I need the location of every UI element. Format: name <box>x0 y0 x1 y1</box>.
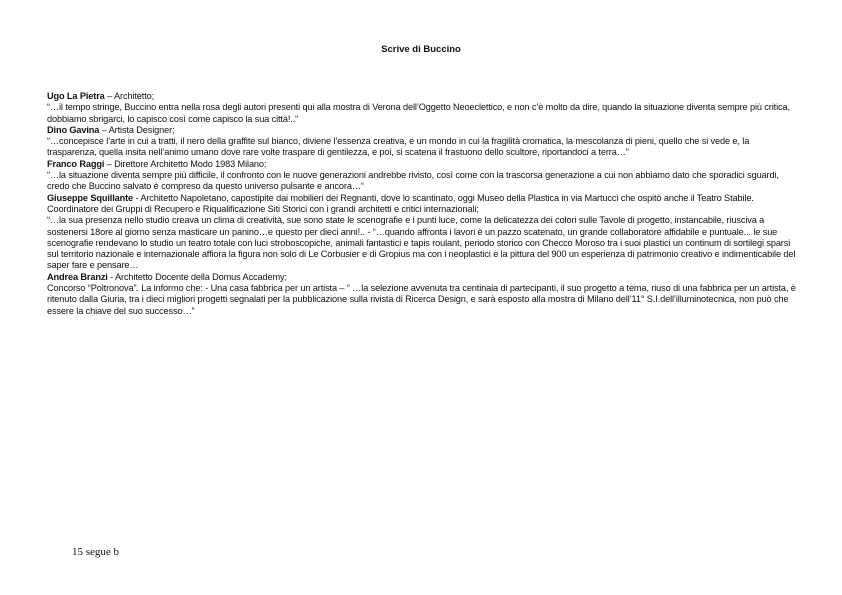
testimonial-header <box>47 91 797 102</box>
author-name: Giuseppe Squillante <box>47 192 134 203</box>
author-role: – Direttore Architetto Modo 1983 Milano; <box>104 158 267 169</box>
testimonial-quote: “…la situazione diventa sempre più difficile, il confronto con le nuove generazioni andrebbe rivisto, così come con la trascorsa generazione a cui non abbiamo dato che sporadici sguardi, credo che Buccino salvato è compreso da questo universo pulsante e ancora…“ <box>47 170 779 192</box>
testimonial-header <box>47 125 797 136</box>
author-name: Andrea Branzi <box>47 271 108 282</box>
author-role: - Architetto Docente della Domus Accademy; <box>107 271 287 282</box>
author-role: – Artista Designer; <box>99 124 175 135</box>
testimonial-header <box>47 193 797 216</box>
page-title: Scrive di Buccino <box>381 44 461 55</box>
testimonial-quote: “…la sua presenza nello studio creava un clima di creatività, sue sono state le scenografie e i punti luce, come la delicatezza dei colori sulle Tavole di progetto, instancabile, riusciva a sostenersi 18ore al giorno senza masticare un panino…e questo per dieci anni!.. - “…quando affronta i lavori è un pazzo scatenato, un grande collaboratore affidabile e puntuale... le sue scenografie rendevano lo studio un teatro totale con luci stroboscopiche, animali fantastici e tapis roulant, periodo storico con Checco Moroso tra i suoi plastici un continum di sortilegi sparsi sul territorio nazionale e internazionale affiora la figura non solo di Le Corbusier e di Gropius ma con i neoplastici e la pittura del 900 un esperienza di patrimonio creativo e indimenticabile del saper fare e pensare… <box>47 215 796 271</box>
testimonial-header <box>47 159 797 170</box>
testimonials-body <box>47 91 797 317</box>
author-role: – Architetto; <box>104 91 155 101</box>
testimonial-quote: Concorso “Poltronova”. La informo che: - Una casa fabbrica per un artista – “ …la selezione avvenuta tra centinaia di partecipanti, il suo progetto a tema, riuso di una fabbrica per un artista, è ritenuto dalla Giuria, tra i dieci migliori progetti segnalati per la pubblicazione sulla rivista di Ricerca Design, e sarà esposto alla mostra di Milano dell’11° S.I.dell’illuminotecnica, non può che essere la chiave del suo successo…” <box>47 283 796 316</box>
testimonial-header <box>47 272 797 283</box>
page-footer: 15 segue b <box>72 546 120 558</box>
author-role: - Architetto Napoletano, capostipite dai mobilieri dei Regnanti, dove lo scantinato, oggi Museo della Plastica in via Martucci che ospitò anche il Teatro Stabile. Coordinatore dei Gruppi di Recupero e Riqualificazione Siti Storici con i grandi architetti e critici internazionali; <box>47 192 754 214</box>
testimonial-quote: “…concepisce l’arte in cui a tratti, il nero della graffite sul bianco, diviene l’essenza creativa, e un mondo in cui la fragilità cromatica, la mescolanza di pieni, quello che si vede e, la trasparenza, quella insita nell’animo umano dove rare volte traspare di gentilezza, e poi, si scatena il frastuono dello scultore, riportandoci a terra…” <box>47 136 750 158</box>
testimonial-quote: “…il tempo stringe, Buccino entra nella rosa degli autori presenti qui alla mostra di Verona dell’Oggetto Neoeclettico, e non c’è molto da dire, quando la situazione diventa sempre più critica, dobbiamo sbrigarci, lo capisco così come capisco la sua città!..“ <box>47 102 790 124</box>
author-name: Franco Raggi <box>47 158 105 169</box>
author-name: Dino Gavina <box>47 124 100 135</box>
author-name: Ugo La Pietra <box>47 91 105 101</box>
